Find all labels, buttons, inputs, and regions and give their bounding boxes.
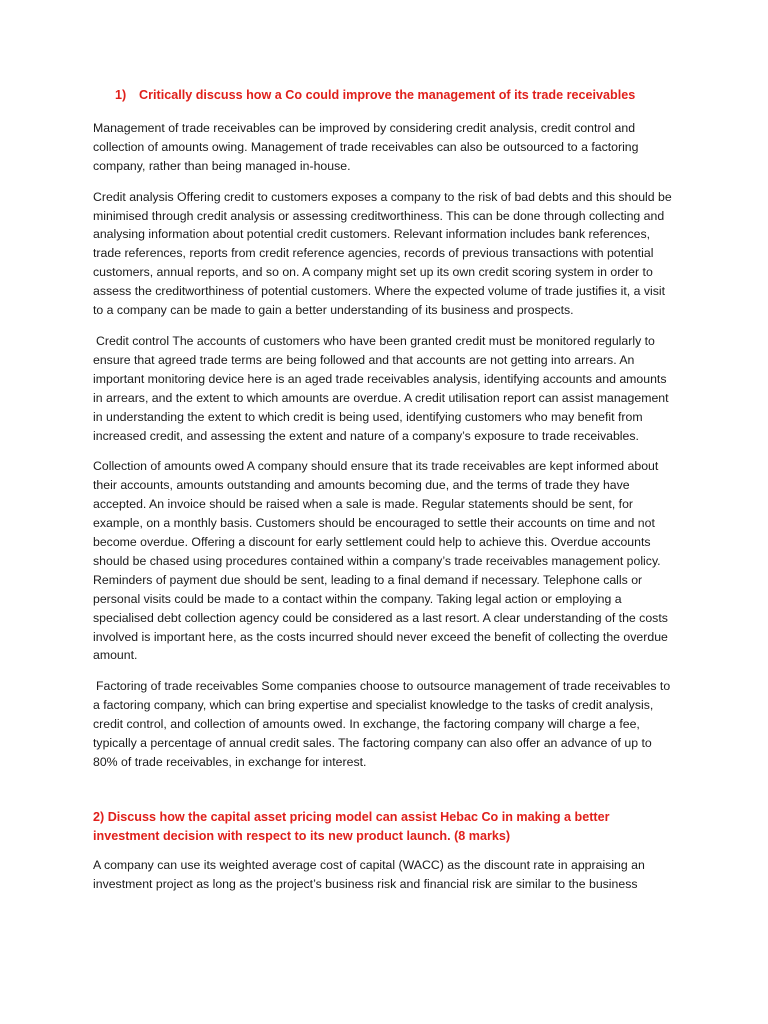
section-1-paragraph-collection: Collection of amounts owed A company should ensure that its trade receivables are kept informed about their accounts, amounts outstanding and amounts becoming due, and the terms of trade they have accepted. An invoice should be raised when a sale is made. Regular statements should be sent, for example, on a monthly basis. Customers should be encouraged to settle their accounts on time and not become overdue. Offering a discount for early settlement could help to achieve this. Overdue accounts should be chased using procedures contained within a company’s trade receivables management policy. Reminders of payment due should be sent, leading to a final demand if necessary. Telephone calls or personal visits could be made to a contact within the company. Taking legal action or employing a specialised debt collection agency could be considered as a last resort. A clear understanding of the costs involved is important here, as the costs incurred should never exceed the benefit of collecting the overdue amount. [93, 459, 668, 663]
section-1-paragraph-credit-control: Credit control The accounts of customers who have been granted credit must be monitored regularly to ensure that agreed trade terms are being followed and that accounts are not getting into arrears. An important monitoring device here is an aged trade receivables analysis, identifying accounts and amounts in arrears, and the extent to which amounts are overdue. A credit utilisation report can assist management in understanding the extent to which credit is being used, identifying customers who may benefit from increased credit, and assessing the extent and nature of a company’s exposure to trade receivables. [93, 333, 669, 443]
section-1-heading [93, 86, 675, 105]
section-2-paragraph-wacc: A company can use its weighted average cost of capital (WACC) as the discount rate in appraising an investment project as long as the project’s business risk and financial risk are similar to the business [93, 857, 645, 891]
section-2-heading: 2) Discuss how the capital asset pricing model can assist Hebac Co in making a better investment decision with respect to its new product launch. (8 marks) [93, 809, 610, 843]
section-1-number: 1) [115, 88, 127, 102]
document-body [93, 86, 675, 906]
section-1-paragraph-factoring: Factoring of trade receivables Some companies choose to outsource management of trade receivables to a factoring company, which can bring expertise and specialist knowledge to the tasks of credit analysis, credit control, and collection of amounts owed. In exchange, the factoring company will charge a fee, typically a percentage of annual credit sales. The factoring company can also offer an advance of up to 80% of trade receivables, in exchange for interest. [93, 679, 671, 769]
section-1-title: Critically discuss how a Co could improve the management of its trade receivables [139, 88, 636, 102]
section-1-paragraph-intro: Management of trade receivables can be improved by considering credit analysis, credit control and collection of amounts owing. Management of trade receivables can also be outsourced to a factoring company, rather than being managed in-house. [93, 120, 639, 173]
section-1-paragraph-credit-analysis: Credit analysis Offering credit to customers exposes a company to the risk of bad debts and this should be minimised through credit analysis or assessing creditworthiness. This can be done through collecting and analysing information about potential credit customers. Relevant information includes bank references, trade references, reports from credit reference agencies, records of previous transactions with potential customers, annual reports, and so on. A company might set up its own credit scoring system in order to assess the creditworthiness of potential customers. Where the expected volume of trade justifies it, a visit to a company can be made to gain a better understanding of its business and prospects. [93, 189, 672, 318]
